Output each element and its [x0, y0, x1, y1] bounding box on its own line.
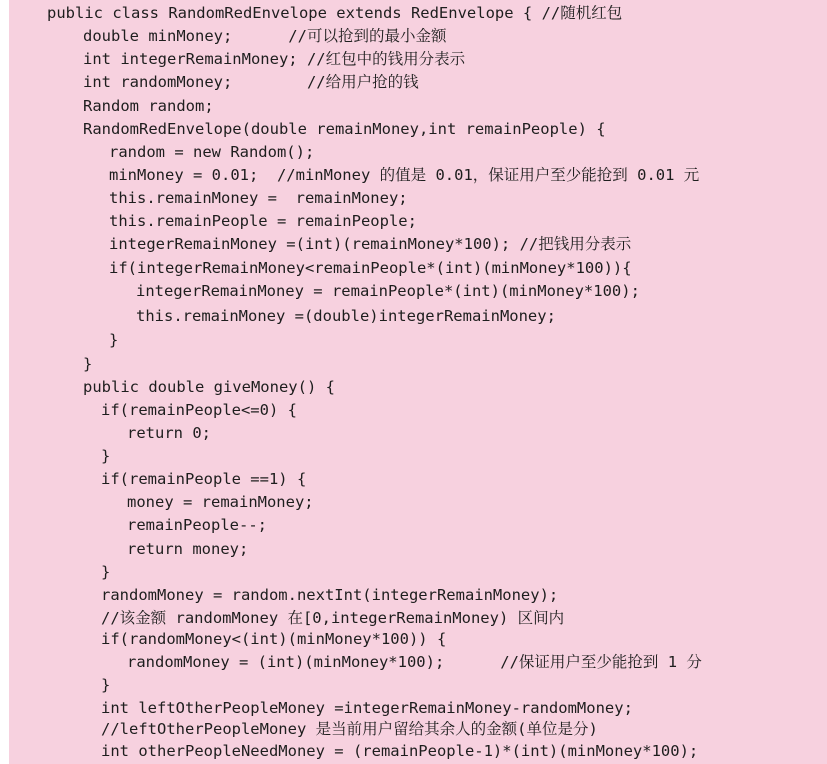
code-line: double minMoney; //可以抢到的最小金额: [83, 27, 447, 45]
code-line: RandomRedEnvelope(double remainMoney,int remainPeople) {: [83, 120, 606, 138]
code-line: return money;: [127, 540, 249, 558]
code-line: if(randomMoney<(int)(minMoney*100)) {: [101, 630, 447, 648]
code-line: }: [109, 331, 119, 349]
code-line: //该金额 randomMoney 在[0,integerRemainMoney) 区间内: [101, 609, 565, 627]
code-line: integerRemainMoney = remainPeople*(int)(minMoney*100);: [136, 282, 640, 300]
code-line: if(integerRemainMoney<remainPeople*(int)(minMoney*100)){: [109, 259, 632, 277]
code-line: money = remainMoney;: [127, 493, 314, 511]
code-line: }: [83, 355, 93, 373]
code-line: return 0;: [127, 424, 211, 442]
code-line: Random random;: [83, 97, 214, 115]
code-line: int otherPeopleNeedMoney = (remainPeople-1)*(int)(minMoney*100);: [101, 742, 699, 760]
code-line: public double giveMoney() {: [83, 378, 335, 396]
code-line: this.remainMoney =(double)integerRemainMoney;: [136, 307, 556, 325]
code-line: int integerRemainMoney; //红包中的钱用分表示: [83, 50, 466, 68]
code-line: remainPeople--;: [127, 516, 267, 534]
code-line: randomMoney = random.nextInt(integerRemainMoney);: [101, 586, 559, 604]
code-line: int leftOtherPeopleMoney =integerRemainMoney-randomMoney;: [101, 699, 633, 717]
code-line: }: [101, 447, 111, 465]
code-line: integerRemainMoney =(int)(remainMoney*100); //把钱用分表示: [109, 235, 632, 253]
code-line: this.remainPeople = remainPeople;: [109, 212, 417, 230]
code-line: if(remainPeople<=0) {: [101, 401, 297, 419]
code-line: this.remainMoney = remainMoney;: [109, 189, 408, 207]
code-line: randomMoney = (int)(minMoney*100); //保证用户至少能抢到 1 分: [127, 653, 702, 671]
code-line: }: [101, 676, 111, 694]
code-line: public class RandomRedEnvelope extends RedEnvelope { //随机红包: [47, 4, 623, 22]
code-line: int randomMoney; //给用户抢的钱: [83, 73, 419, 91]
code-line: //leftOtherPeopleMoney 是当前用户留给其余人的金额(单位是分): [101, 720, 598, 738]
code-line: random = new Random();: [109, 143, 315, 161]
code-line: minMoney = 0.01; //minMoney 的值是 0.01，保证用户至少能抢到 0.01 元: [109, 166, 700, 184]
code-line: if(remainPeople ==1) {: [101, 470, 307, 488]
code-line: }: [101, 563, 111, 581]
